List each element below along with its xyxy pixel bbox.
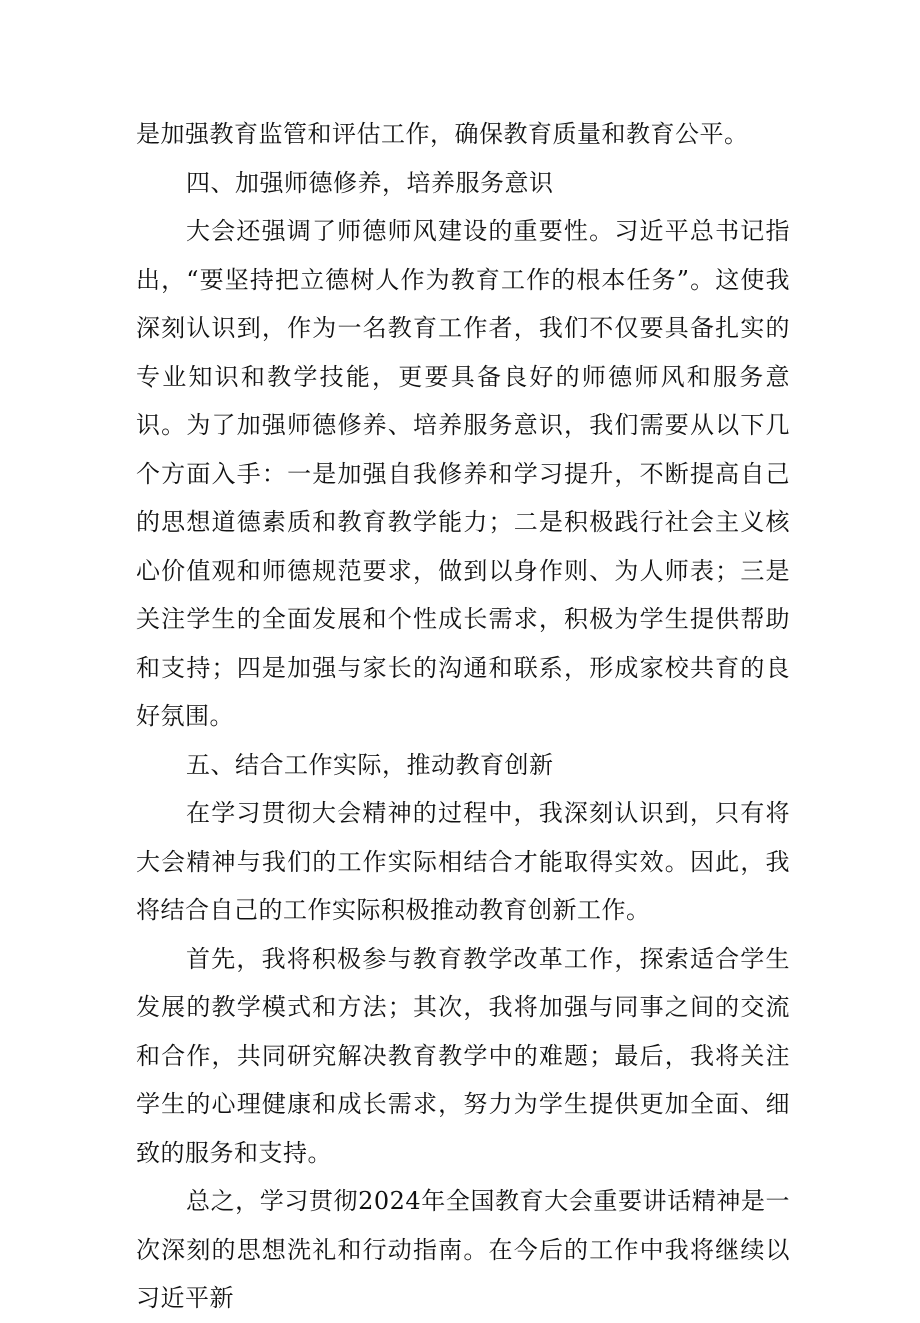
section-heading-4: 四、加强师德修养，培养服务意识 bbox=[186, 168, 554, 197]
paragraph-conclusion: 总之，学习贯彻2024年全国教育大会重要讲话精神是一次深刻的思想洗礼和行动指南。在今后的工作中我将继续以习近平新 bbox=[136, 1187, 790, 1312]
section-heading-5: 五、结合工作实际，推动教育创新 bbox=[186, 750, 554, 779]
document-body bbox=[136, 110, 790, 1323]
paragraph-continuation: 是加强教育监管和评估工作，确保教育质量和教育公平。 bbox=[136, 120, 749, 148]
paragraph-teacher-ethics: 大会还强调了师德师风建设的重要性。习近平总书记指出，“要坚持把立德树人作为教育工作的根本任务”。这使我深刻认识到，作为一名教育工作者，我们不仅要具备扎实的专业知识和教学技能，更要具备良好的师德师风和服务意识。为了加强师德修养、培养服务意识，我们需要从以下几个方面入手：一是加强自我修养和学习提升，不断提高自己的思想道德素质和教育教学能力；二是积极践行社会主义核心价值观和师德规范要求，做到以身作则、为人师表；三是关注学生的全面发展和个性成长需求，积极为学生提供帮助和支持；四是加强与家长的沟通和联系，形成家校共育的良好氛围。 bbox=[136, 217, 790, 730]
paragraph-innovation-intro: 在学习贯彻大会精神的过程中，我深刻认识到，只有将大会精神与我们的工作实际相结合才能取得实效。因此，我将结合自己的工作实际积极推动教育创新工作。 bbox=[136, 799, 790, 924]
paragraph-innovation-steps: 首先，我将积极参与教育教学改革工作，探索适合学生发展的教学模式和方法；其次，我将加强与同事之间的交流和合作，共同研究解决教育教学中的难题；最后，我将关注学生的心理健康和成长需求，努力为学生提供更加全面、细致的服务和支持。 bbox=[136, 944, 790, 1167]
